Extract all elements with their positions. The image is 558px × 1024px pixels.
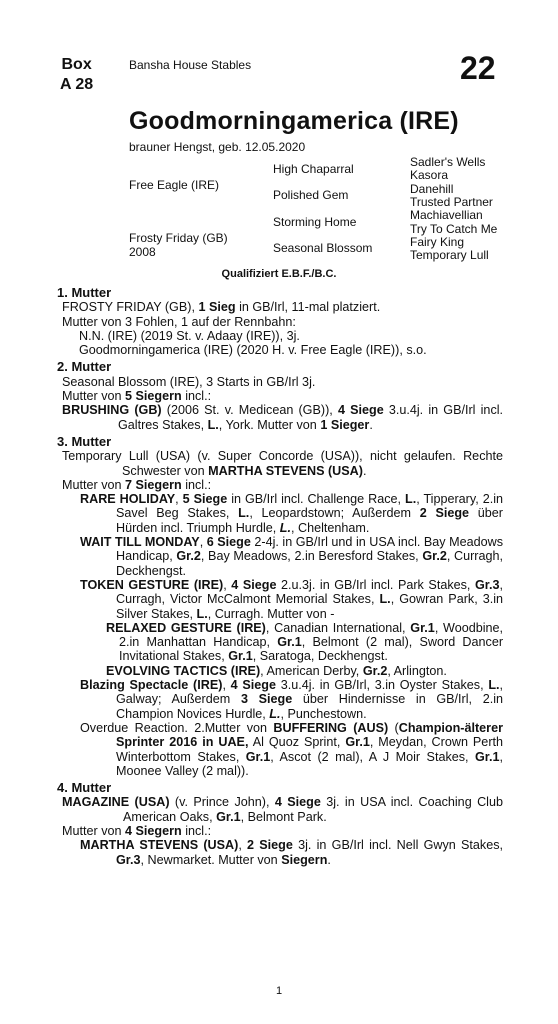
- produce-entry: RARE HOLIDAY, 5 Siege in GB/Irl incl. Challenge Race, L., Tipperary, 2.in Savel Beg Stakes, L., Leopardstown; Außerdem 2 Siege über Hürden incl. Triumph Hurdle, L., Cheltenham.: [80, 492, 504, 535]
- pedigree-g3-7: Fairy King: [410, 235, 465, 249]
- lot-number: 22: [460, 50, 496, 86]
- stable-name: Bansha House Stables: [129, 58, 252, 72]
- produce-entry: EVOLVING TACTICS (IRE), American Derby, Gr.2, Arlington.: [106, 663, 447, 678]
- qualification-note: Qualifiziert E.B.F./B.C.: [221, 268, 337, 280]
- box-label: [60, 55, 93, 95]
- produce-entry: MARTHA STEVENS (USA), 2 Siege 3j. in GB/Irl incl. Nell Gwyn Stakes, Gr.3, Newmarket. Mutter von Siegern.: [80, 838, 504, 867]
- fourth-dam-record: MAGAZINE (USA) (v. Prince John), 4 Siege 3j. in USA incl. Coaching Club American Oaks, Gr.1, Belmont Park.: [62, 795, 503, 824]
- pedigree-dam-sire: Storming Home: [273, 215, 357, 229]
- female-line: [57, 286, 503, 867]
- box-label-text: Box: [61, 56, 92, 73]
- second-dam-record: Seasonal Blossom (IRE), 3 Starts in GB/Irl 3j.: [62, 374, 316, 389]
- dam-produce-intro: Mutter von 3 Fohlen, 1 auf der Rennbahn:: [62, 314, 296, 329]
- fourth-dam-winners: Mutter von 4 Siegern incl.:: [62, 823, 212, 838]
- pedigree-g3-6: Try To Catch Me: [410, 222, 498, 236]
- third-dam-winners: Mutter von 7 Siegern incl.:: [62, 477, 212, 492]
- produce-item: N.N. (IRE) (2019 St. v. Adaay (IRE)), 3j.: [79, 328, 300, 343]
- produce-item: Goodmorningamerica (IRE) (2020 H. v. Free Eagle (IRE)), s.o.: [79, 343, 427, 358]
- pedigree-g3-1: Sadler's Wells: [410, 155, 486, 169]
- horse-name: Goodmorningamerica (IRE): [129, 107, 459, 135]
- produce-entry: RELAXED GESTURE (IRE), Canadian International, Gr.1, Woodbine, 2.in Manhattan Handicap, Gr.1, Belmont (2 mal), Sword Dancer Invitational Stakes, Gr.1, Saratoga, Deckhengst.: [106, 620, 504, 664]
- pedigree-dam: Frosty Friday (GB): [129, 231, 228, 245]
- pedigree-g3-8: Temporary Lull: [410, 248, 489, 262]
- dam-record: FROSTY FRIDAY (GB), 1 Sieg in GB/Irl, 11-mal platziert.: [62, 300, 381, 315]
- produce-entry: WAIT TILL MONDAY, 6 Siege 2-4j. in GB/Irl und in USA incl. Bay Meadows Handicap, Gr.2, Bay Meadows, 2.in Beresford Stakes, Gr.2, Curragh, Deckhengst.: [80, 535, 504, 578]
- pedigree-sire-sire: High Chaparral: [273, 162, 354, 176]
- box-number: A 28: [60, 76, 94, 93]
- pedigree-dam-dam: Seasonal Blossom: [273, 241, 373, 255]
- section-heading-1: 1. Mutter: [57, 285, 112, 300]
- produce-entry: TOKEN GESTURE (IRE), 4 Siege 2.u.3j. in GB/Irl incl. Park Stakes, Gr.3, Curragh, Victor McCalmont Memorial Stakes, L., Gowran Park, 3.in Silver Stakes, L., Curragh. Mutter von -: [80, 577, 504, 621]
- horse-description: brauner Hengst, geb. 12.05.2020: [129, 140, 306, 154]
- page-number: 1: [275, 985, 283, 997]
- produce-entry: BRUSHING (GB) (2006 St. v. Medicean (GB)), 4 Siege 3.u.4j. in GB/Irl incl. Galtres Stakes, L., York. Mutter von 1 Sieger.: [62, 403, 504, 432]
- pedigree-g3-2: Kasora: [410, 168, 449, 182]
- pedigree-g3-4: Trusted Partner: [410, 195, 493, 209]
- pedigree-g3-5: Machiavellian: [410, 208, 483, 222]
- pedigree-g3-3: Danehill: [410, 182, 454, 196]
- section-heading-4: 4. Mutter: [57, 780, 112, 796]
- section-heading-3: 3. Mutter: [57, 433, 112, 449]
- second-dam-winners: Mutter von 5 Siegern incl.:: [62, 389, 212, 404]
- produce-entry: Blazing Spectacle (IRE), 4 Siege 3.u.4j. in GB/Irl, 3.in Oyster Stakes, L., Galway; Außerdem 3 Siege über Hindernisse in GB/Irl, 2.in Champion Novices Hurdle, L., Punchestown.: [80, 678, 504, 721]
- pedigree-sire: Free Eagle (IRE): [129, 178, 220, 192]
- third-dam-record: Temporary Lull (USA) (v. Super Concorde (USA)), nicht gelaufen. Rechte Schwester von MARTHA STEVENS (USA).: [62, 449, 503, 478]
- pedigree-dam-year: 2008: [129, 245, 156, 259]
- pedigree-sire-dam: Polished Gem: [273, 188, 349, 202]
- produce-entry: Overdue Reaction. 2.Mutter von BUFFERING (AUS) (Champion-älterer Sprinter 2016 in UAE, Al Quoz Sprint, Gr.1, Meydan, Crown Perth Winterbottom Stakes, Gr.1, Ascot (2 mal), A J Moir Stakes, Gr.1, Moonee Valley (2 mal)).: [80, 720, 504, 778]
- section-heading-2: 2. Mutter: [57, 359, 112, 375]
